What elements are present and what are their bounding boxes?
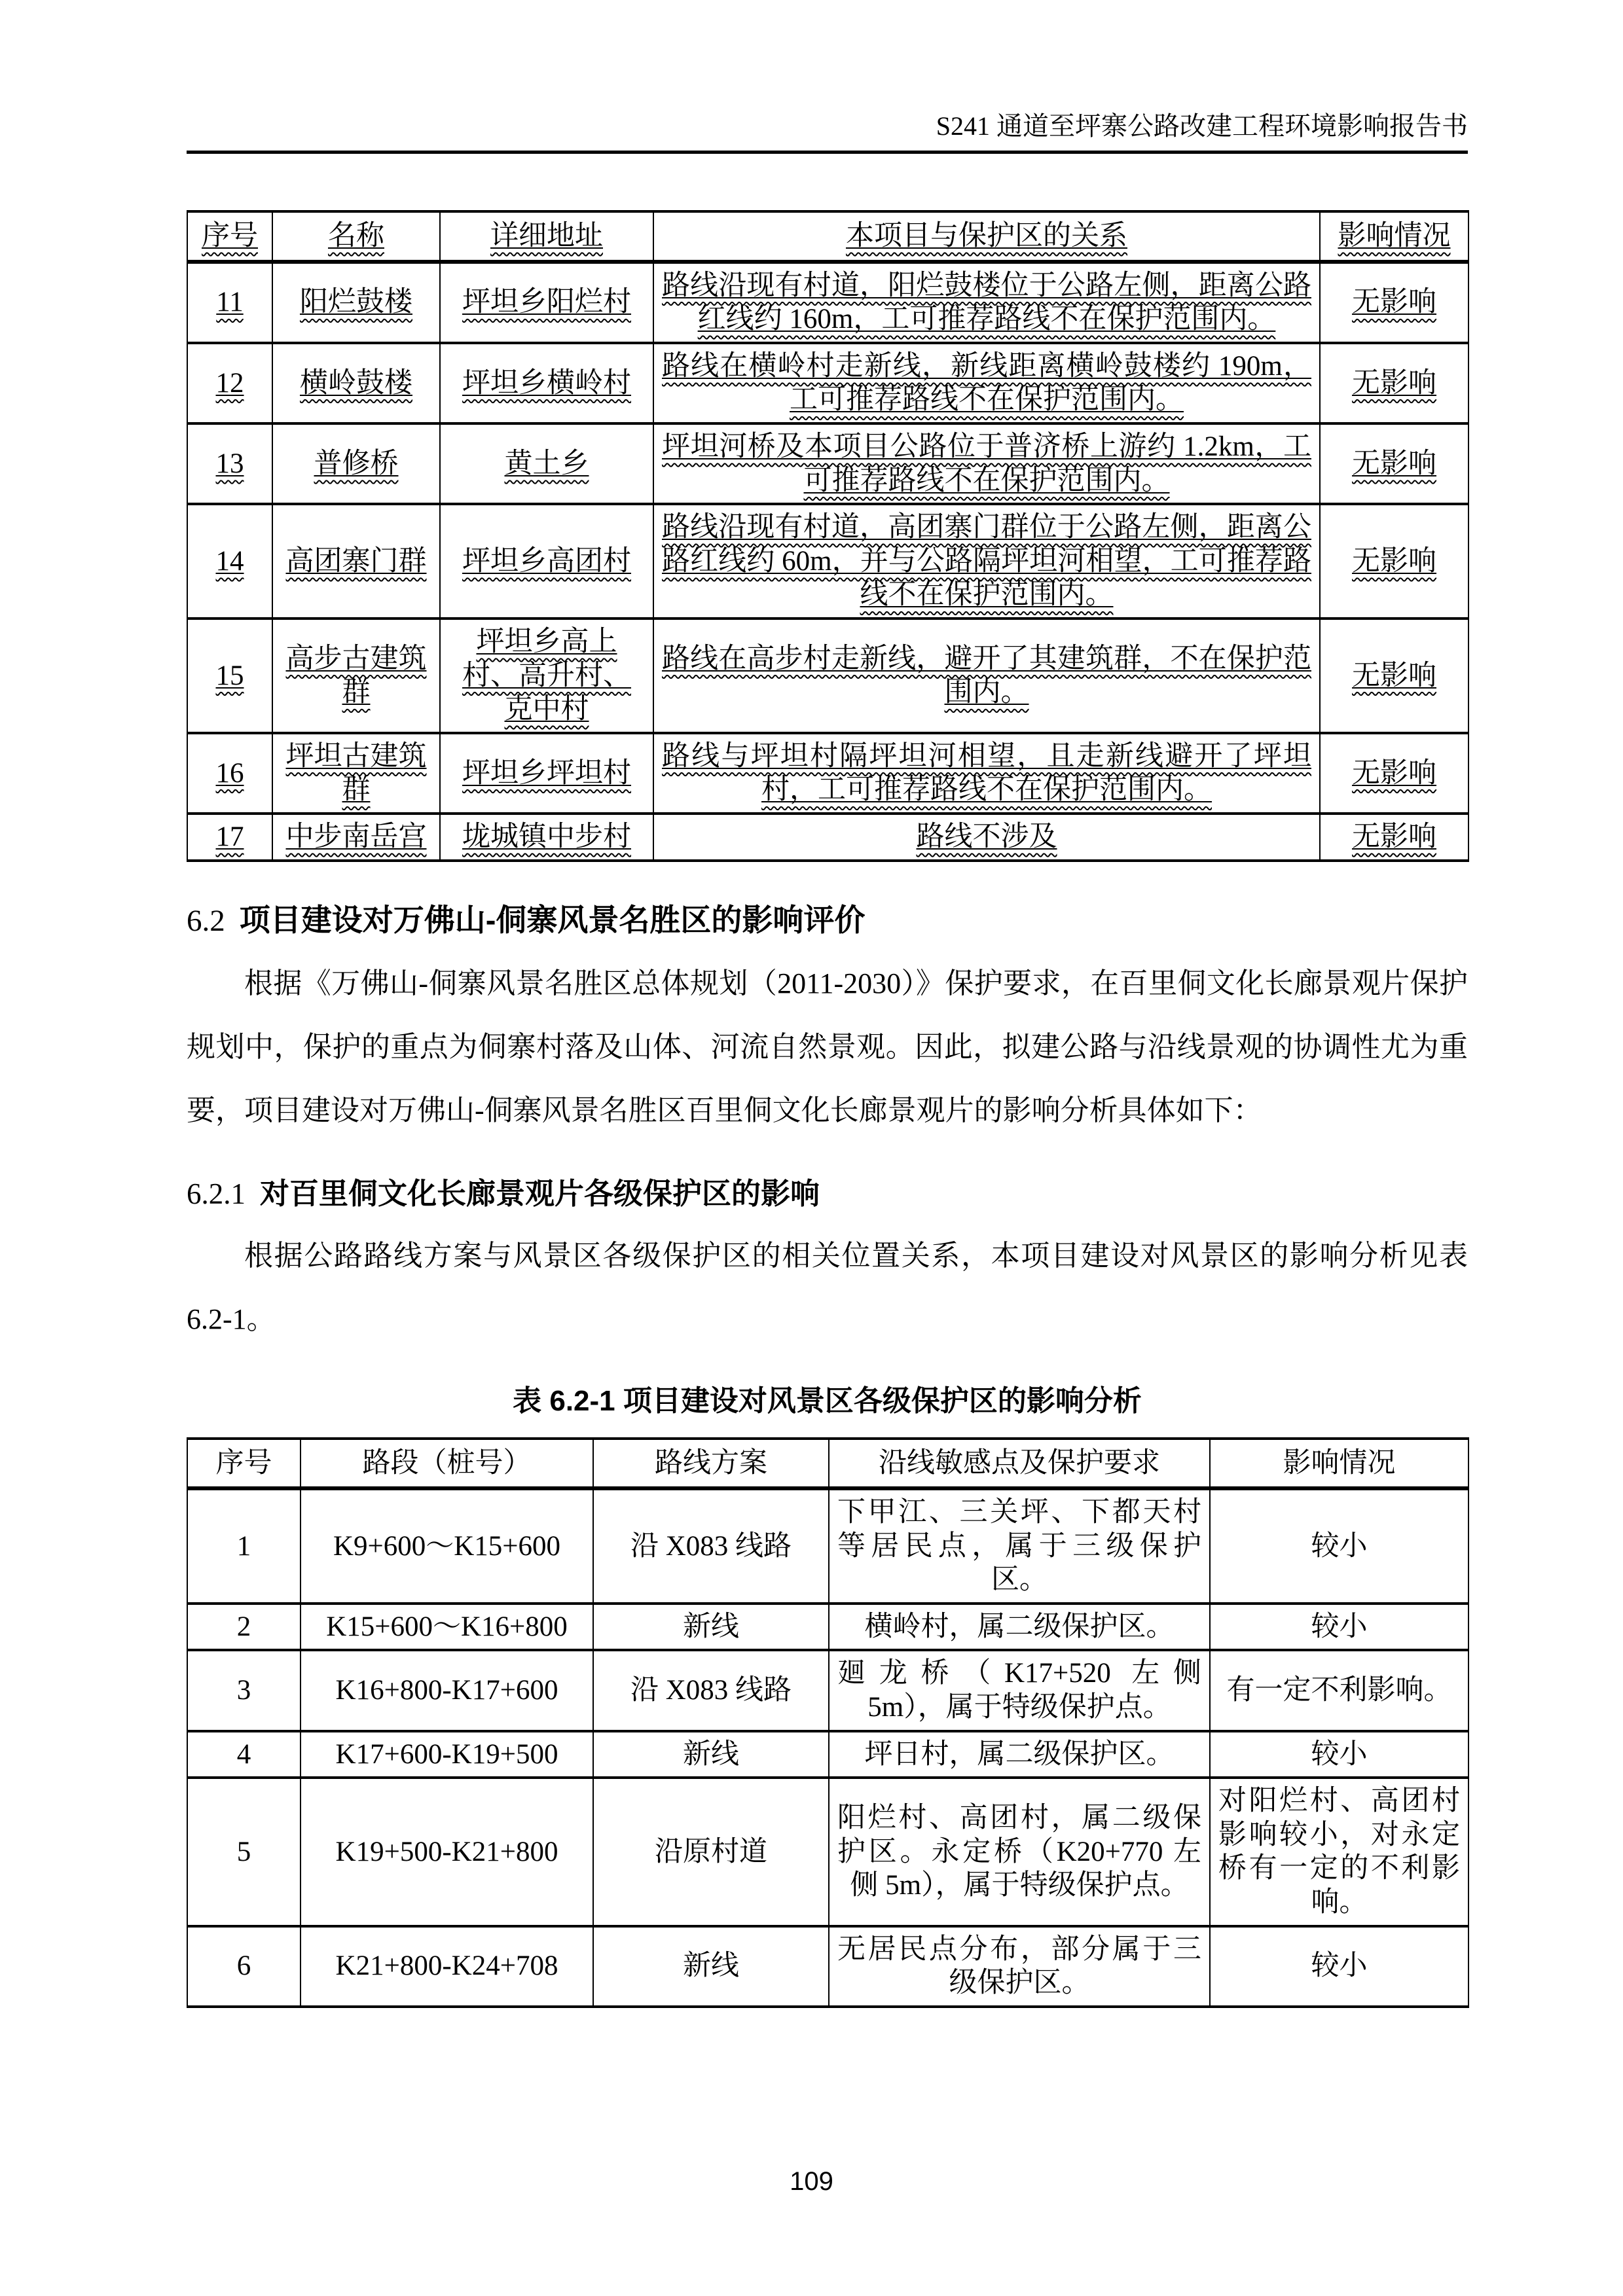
road-section-cell: K17+600-K19+500 xyxy=(301,1731,593,1778)
wavy-underline: 坪坦乡阳烂村 xyxy=(462,287,631,318)
wavy-underline: 无影响 xyxy=(1352,757,1436,789)
heritage-impact-table xyxy=(187,210,1469,862)
page-content xyxy=(187,0,1468,2008)
table-row xyxy=(187,423,1468,504)
sensitive-points-cell: 无居民点分布，部分属于三级保护区。 xyxy=(829,1926,1210,2007)
serial-cell: 6 xyxy=(187,1926,301,2007)
serial-cell xyxy=(187,343,272,423)
header-serial xyxy=(187,211,272,262)
relation-cell xyxy=(653,814,1320,861)
impact-cell xyxy=(1320,504,1468,619)
road-section-cell: K15+600～K16+800 xyxy=(301,1604,593,1651)
table-row xyxy=(187,1604,1468,1651)
running-header-title: S241 通道至坪寨公路改建工程环境影响报告书 xyxy=(936,111,1468,141)
wavy-underline: 路线沿现有村道，高团寨门群位于公路左侧，距离公路红线约 60m，并与公路隔坪坦河相望，工可推荐路线不在保护范围内。 xyxy=(662,512,1311,611)
section-heading-6-2 xyxy=(187,896,1468,940)
impact-cell xyxy=(1320,814,1468,861)
wavy-underline: 高团寨门群 xyxy=(285,545,427,577)
subsection-title-text: 对百里侗文化长廊景观片各级保护区的影响 xyxy=(260,1176,820,1210)
header-impact xyxy=(1320,211,1468,262)
address-cell xyxy=(440,423,653,504)
table-row xyxy=(187,619,1468,733)
wavy-underline: 高步古建筑群 xyxy=(285,643,427,708)
impact-cell: 较小 xyxy=(1210,1488,1468,1604)
impact-cell: 较小 xyxy=(1210,1604,1468,1651)
impact-cell xyxy=(1320,733,1468,814)
name-cell xyxy=(272,262,440,343)
wavy-underline: 15 xyxy=(215,660,244,691)
wavy-underline: 坪坦古建筑群 xyxy=(285,740,427,806)
serial-cell xyxy=(187,504,272,619)
relation-cell xyxy=(653,619,1320,733)
relation-cell xyxy=(653,343,1320,423)
name-cell xyxy=(272,343,440,423)
impact-cell xyxy=(1320,619,1468,733)
address-cell xyxy=(440,619,653,733)
wavy-underline: 坪坦乡高团村 xyxy=(462,545,631,577)
section-number: 6.2 xyxy=(187,903,225,938)
relation-cell xyxy=(653,733,1320,814)
table-header-row xyxy=(187,1439,1468,1489)
wavy-underline: 坪坦乡坪坦村 xyxy=(462,757,631,789)
serial-cell xyxy=(187,619,272,733)
wavy-underline: 坪坦乡高上村、高升村、克中村 xyxy=(462,626,631,725)
road-section-cell: K21+800-K24+708 xyxy=(301,1926,593,2007)
wavy-underline: 无影响 xyxy=(1352,367,1436,399)
sensitive-points-cell: 下甲江、三关坪、下都天村等居民点，属于三级保护区。 xyxy=(829,1488,1210,1604)
wavy-underline: 路线在高步村走新线，避开了其建筑群，不在保护范围内。 xyxy=(662,643,1311,708)
subsection-number: 6.2.1 xyxy=(187,1177,246,1210)
sensitive-points-cell: 坪日村，属二级保护区。 xyxy=(829,1731,1210,1778)
route-plan-cell: 新线 xyxy=(593,1731,829,1778)
serial-cell: 4 xyxy=(187,1731,301,1778)
wavy-underline: 序号 xyxy=(202,221,258,251)
name-cell xyxy=(272,423,440,504)
table-row xyxy=(187,733,1468,814)
wavy-underline: 路线与坪坦村隔坪坦河相望，且走新线避开了坪坦村，工可推荐路线不在保护范围内。 xyxy=(662,740,1311,806)
wavy-underline: 阳烂鼓楼 xyxy=(300,287,412,318)
wavy-underline: 无影响 xyxy=(1352,660,1436,691)
wavy-underline: 12 xyxy=(215,367,244,399)
impact-cell: 有一定不利影响。 xyxy=(1210,1650,1468,1731)
road-section-cell: K19+500-K21+800 xyxy=(301,1778,593,1926)
table-header-row xyxy=(187,211,1468,262)
road-section-cell: K9+600～K15+600 xyxy=(301,1488,593,1604)
header-route-plan: 路线方案 xyxy=(593,1439,829,1489)
header-sensitive-points: 沿线敏感点及保护要求 xyxy=(829,1439,1210,1489)
header-relation xyxy=(653,211,1320,262)
serial-cell: 2 xyxy=(187,1604,301,1651)
wavy-underline: 17 xyxy=(215,821,244,852)
route-plan-cell: 新线 xyxy=(593,1604,829,1651)
wavy-underline: 11 xyxy=(216,287,244,318)
impact-cell: 较小 xyxy=(1210,1731,1468,1778)
page-number: 109 xyxy=(790,2167,833,2196)
header-name xyxy=(272,211,440,262)
serial-cell xyxy=(187,733,272,814)
address-cell xyxy=(440,504,653,619)
address-cell xyxy=(440,733,653,814)
impact-cell: 对阳烂村、高团村影响较小，对永定桥有一定的不利影响。 xyxy=(1210,1778,1468,1926)
name-cell xyxy=(272,733,440,814)
table-row xyxy=(187,1650,1468,1731)
wavy-underline: 路线沿现有村道，阳烂鼓楼位于公路左侧，距离公路红线约 160m，工可推荐路线不在保护范围内。 xyxy=(662,270,1311,335)
serial-cell: 1 xyxy=(187,1488,301,1604)
wavy-underline: 16 xyxy=(215,757,244,789)
wavy-underline: 无影响 xyxy=(1352,821,1436,852)
wavy-underline: 路线不涉及 xyxy=(916,821,1057,852)
table-row xyxy=(187,343,1468,423)
wavy-underline: 中步南岳宫 xyxy=(285,821,427,852)
relation-cell xyxy=(653,504,1320,619)
header-road-section: 路段（桩号） xyxy=(301,1439,593,1489)
address-cell xyxy=(440,814,653,861)
impact-cell: 较小 xyxy=(1210,1926,1468,2007)
paragraph-2: 根据公路路线方案与风景区各级保护区的相关位置关系，本项目建设对风景区的影响分析见表 6.2-1。 xyxy=(187,1239,1468,1335)
wavy-underline: 本项目与保护区的关系 xyxy=(846,221,1127,251)
wavy-underline: 路线在横岭村走新线，新线距离横岭鼓楼约 190m，工可推荐路线不在保护范围内。 xyxy=(662,350,1311,416)
table-caption: 表 6.2-1 项目建设对风景区各级保护区的影响分析 xyxy=(513,1384,1142,1417)
paragraph-1: 根据《万佛山-侗寨风景名胜区总体规划（2011-2030）》保护要求，在百里侗文化长廊景观片保护规划中，保护的重点为侗寨村落及山体、河流自然景观。因此，拟建公路与沿线景观的协调性尤为重要，项目建设对万佛山-侗寨风景名胜区百里侗文化长廊景观片的影响分析具体如下： xyxy=(187,967,1468,1126)
name-cell xyxy=(272,814,440,861)
table-row xyxy=(187,1778,1468,1926)
section-title-text: 项目建设对万佛山-侗寨风景名胜区的影响评价 xyxy=(239,902,866,937)
wavy-underline: 13 xyxy=(215,448,244,479)
address-cell xyxy=(440,343,653,423)
wavy-underline: 详细地址 xyxy=(490,221,603,251)
wavy-underline: 坪坦乡横岭村 xyxy=(462,367,631,399)
serial-cell: 5 xyxy=(187,1778,301,1926)
relation-cell xyxy=(653,262,1320,343)
wavy-underline: 14 xyxy=(215,545,244,577)
header-serial: 序号 xyxy=(187,1439,301,1489)
header-address xyxy=(440,211,653,262)
serial-cell: 3 xyxy=(187,1650,301,1731)
route-plan-cell: 沿 X083 线路 xyxy=(593,1650,829,1731)
wavy-underline: 无影响 xyxy=(1352,545,1436,577)
wavy-underline: 无影响 xyxy=(1352,287,1436,318)
address-cell xyxy=(440,262,653,343)
route-plan-cell: 新线 xyxy=(593,1926,829,2007)
wavy-underline: 黄土乡 xyxy=(504,448,589,479)
wavy-underline: 无影响 xyxy=(1352,448,1436,479)
table-row xyxy=(187,504,1468,619)
header-rule xyxy=(187,151,1468,154)
header-impact: 影响情况 xyxy=(1210,1439,1468,1489)
wavy-underline: 名称 xyxy=(328,221,384,251)
scenic-zone-impact-table xyxy=(187,1437,1469,2008)
wavy-underline: 垅城镇中步村 xyxy=(462,821,631,852)
name-cell xyxy=(272,619,440,733)
section-heading-6-2-1 xyxy=(187,1170,1468,1212)
serial-cell xyxy=(187,814,272,861)
impact-cell xyxy=(1320,343,1468,423)
table-row xyxy=(187,814,1468,861)
impact-cell xyxy=(1320,262,1468,343)
table-row xyxy=(187,1731,1468,1778)
sensitive-points-cell: 廻龙桥（K17+520 左侧 5m），属于特级保护点。 xyxy=(829,1650,1210,1731)
table-row xyxy=(187,1488,1468,1604)
impact-cell xyxy=(1320,423,1468,504)
road-section-cell: K16+800-K17+600 xyxy=(301,1650,593,1731)
serial-cell xyxy=(187,262,272,343)
wavy-underline: 横岭鼓楼 xyxy=(300,367,412,399)
wavy-underline: 影响情况 xyxy=(1338,221,1451,251)
sensitive-points-cell: 横岭村，属二级保护区。 xyxy=(829,1604,1210,1651)
table-row xyxy=(187,1926,1468,2007)
wavy-underline: 坪坦河桥及本项目公路位于普济桥上游约 1.2km，工可推荐路线不在保护范围内。 xyxy=(662,431,1311,496)
route-plan-cell: 沿原村道 xyxy=(593,1778,829,1926)
wavy-underline: 普修桥 xyxy=(314,448,399,479)
relation-cell xyxy=(653,423,1320,504)
table-row xyxy=(187,262,1468,343)
serial-cell xyxy=(187,423,272,504)
route-plan-cell: 沿 X083 线路 xyxy=(593,1488,829,1604)
name-cell xyxy=(272,504,440,619)
sensitive-points-cell: 阳烂村、高团村，属二级保护区。永定桥（K20+770 左侧 5m），属于特级保护点。 xyxy=(829,1778,1210,1926)
